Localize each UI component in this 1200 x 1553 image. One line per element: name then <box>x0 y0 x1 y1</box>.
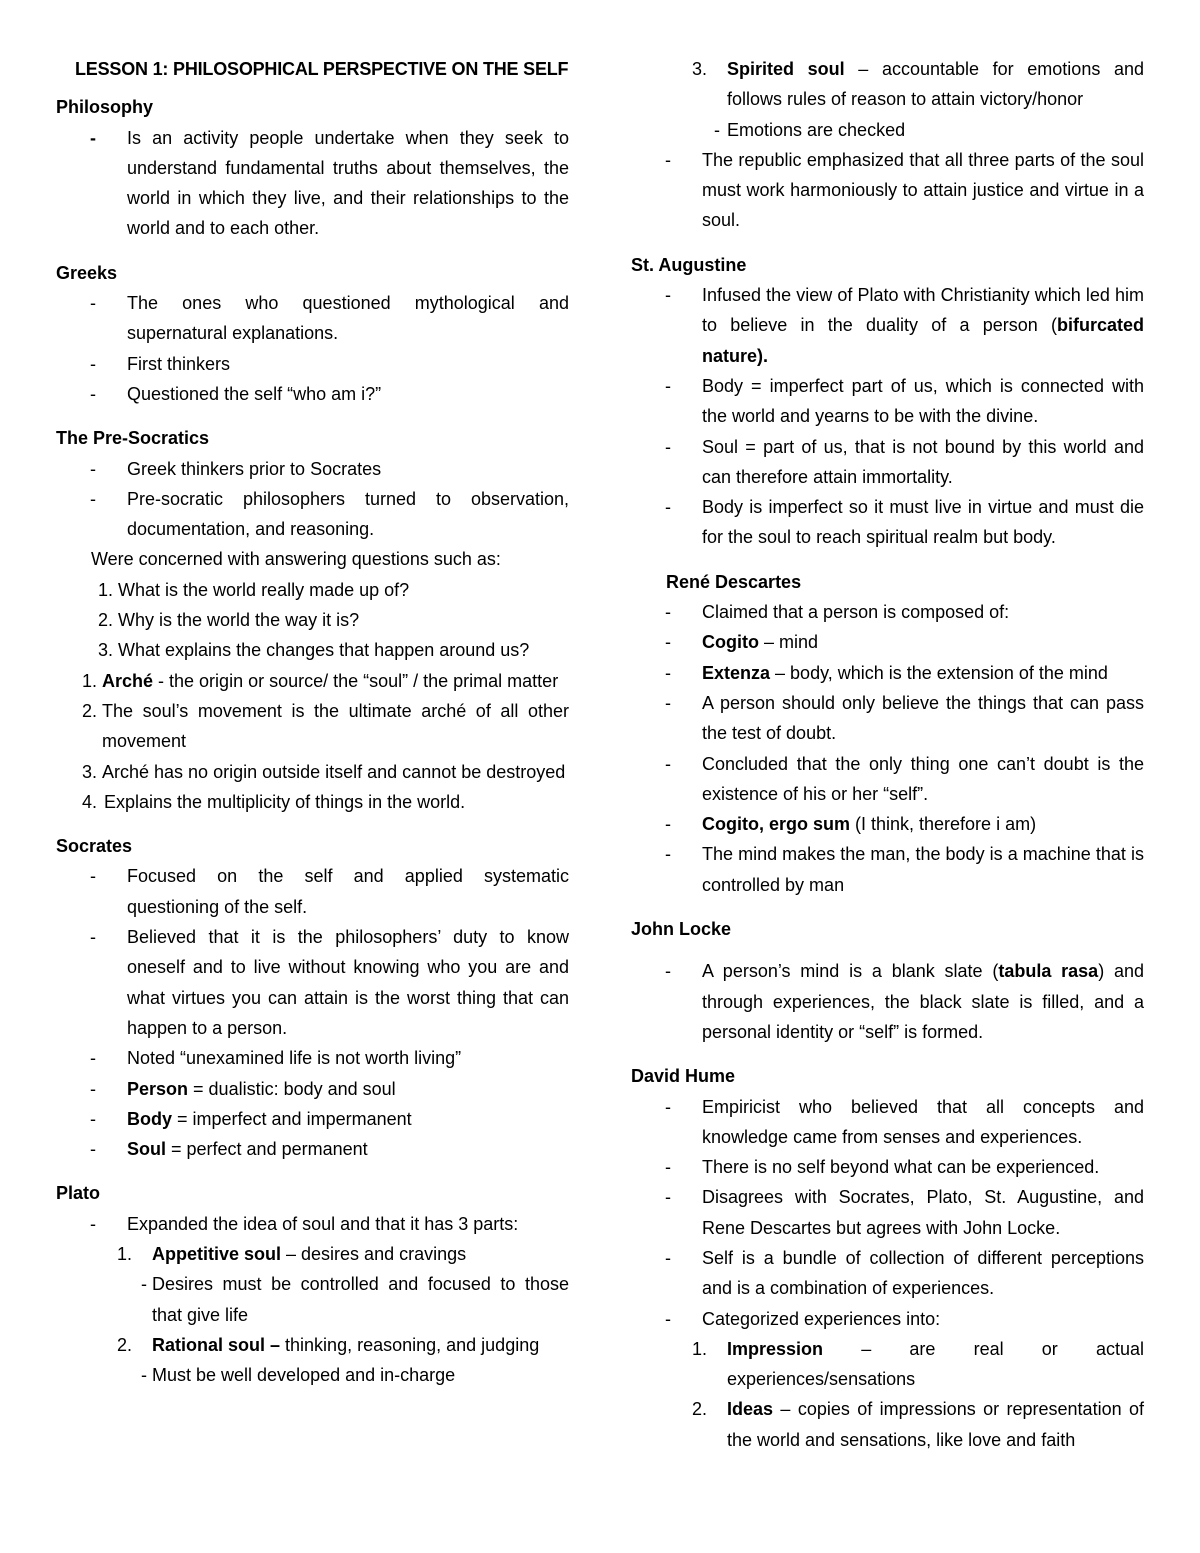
list-item: - Infused the view of Plato with Christianity which led him to believe in the duality of a person (bifurcated nature). <box>665 285 1144 366</box>
list-item: - Body = imperfect and impermanent <box>90 1108 412 1129</box>
heading-augustine: St. Augustine <box>631 254 747 275</box>
list-item: - Cogito – mind <box>665 632 819 653</box>
heading-descartes: René Descartes <box>666 571 802 592</box>
arche-item: 1. Arché - the origin or source/ the “soul” / the primal matter <box>82 670 559 691</box>
heading-hume: David Hume <box>631 1066 736 1087</box>
heading-greeks: Greeks <box>56 262 118 283</box>
list-item: - Soul = part of us, that is not bound by this world and can therefore attain immortality. <box>665 436 1144 487</box>
list-item: - Categorized experiences into: <box>665 1308 941 1329</box>
list-item: - Is an activity people undertake when they seek to understand fundamental truths about themselves, the world in which they live, and their relationships to the world and to each other. <box>90 127 569 239</box>
heading-presocratics: The Pre-Socratics <box>56 428 210 449</box>
list-item: - Self is a bundle of collection of different perceptions and is a combination of experiences. <box>665 1247 1144 1299</box>
soul-part-subitem: - Desires must be controlled and focused to those that give life <box>141 1274 569 1325</box>
experience-type-item: 1. Impression – are real or actual experiences/sensations <box>692 1338 1144 1390</box>
list-item: - Greek thinkers prior to Socrates <box>90 458 382 479</box>
list-item: - Body = imperfect part of us, which is connected with the world and yearns to be with the divine. <box>665 375 1144 427</box>
list-item: - A person’s mind is a blank slate (tabula rasa) and through experiences, the black slate is filled, and a personal identity or “self” is formed. <box>665 961 1145 1042</box>
list-item: - Soul = perfect and permanent <box>90 1139 368 1160</box>
list-item: - Questioned the self “who am i?” <box>90 383 382 404</box>
question-item: 2. Why is the world the way it is? <box>98 610 360 631</box>
list-item: - The republic emphasized that all three parts of the soul must work harmoniously to attain justice and virtue in a soul. <box>665 149 1144 231</box>
soul-part-item: 3. Spirited soul – accountable for emotions and follows rules of reason to attain victory/honor <box>692 59 1144 110</box>
list-item: - The ones who questioned mythological and supernatural explanations. <box>90 293 569 344</box>
question-item: 1. What is the world really made up of? <box>98 579 410 600</box>
list-item: - Cogito, ergo sum (I think, therefore i am) <box>665 814 1037 835</box>
right-column <box>631 54 1144 1455</box>
list-item: - Body is imperfect so it must live in virtue and must die for the soul to reach spiritual realm but body. <box>665 497 1144 548</box>
list-item: - Person = dualistic: body and soul <box>90 1078 396 1099</box>
list-item: - Extenza – body, which is the extension of the mind <box>665 662 1108 683</box>
arche-item: 4. Explains the multiplicity of things in the world. <box>82 791 466 812</box>
soul-part-item: 2. Rational soul – thinking, reasoning, and judging <box>117 1334 540 1355</box>
list-item: - Pre-socratic philosophers turned to observation, documentation, and reasoning. <box>90 488 569 540</box>
list-item: - Claimed that a person is composed of: <box>665 602 1010 623</box>
arche-item: 2. The soul’s movement is the ultimate arché of all other movement <box>82 700 569 752</box>
page-title: LESSON 1: PHILOSOPHICAL PERSPECTIVE ON THE SELF <box>75 59 569 79</box>
list-item: - Concluded that the only thing one can’t doubt is the existence of his or her “self”. <box>665 753 1144 804</box>
list-item: - Believed that it is the philosophers’ duty to know oneself and to live without knowing who you are and what virtues you can attain is the worst thing that can happen to a person. <box>90 927 569 1038</box>
soul-part-subitem: - Emotions are checked <box>714 119 906 140</box>
list-item: - A person should only believe the things that can pass the test of doubt. <box>665 692 1144 744</box>
arche-item: 3. Arché has no origin outside itself and cannot be destroyed <box>82 761 566 782</box>
list-item: - The mind makes the man, the body is a machine that is controlled by man <box>665 844 1144 895</box>
list-item: - First thinkers <box>90 353 231 374</box>
soul-part-subitem: - Must be well developed and in-charge <box>141 1365 456 1386</box>
heading-philosophy: Philosophy <box>56 97 154 118</box>
left-column <box>56 54 569 1390</box>
soul-part-item: 1. Appetitive soul – desires and cravings <box>117 1243 467 1264</box>
list-item: - Focused on the self and applied systematic questioning of the self. <box>90 866 569 917</box>
list-item: - Noted “unexamined life is not worth living” <box>90 1048 462 1069</box>
list-item: - Expanded the idea of soul and that it has 3 parts: <box>90 1213 519 1234</box>
list-item: - There is no self beyond what can be experienced. <box>665 1157 1100 1178</box>
heading-plato: Plato <box>56 1183 101 1204</box>
experience-type-item: 2. Ideas – copies of impressions or representation of the world and sensations, like love and faith <box>692 1399 1144 1450</box>
questions-intro: Were concerned with answering questions such as: <box>91 549 501 570</box>
list-item: - Disagrees with Socrates, Plato, St. Augustine, and Rene Descartes but agrees with John Locke. <box>665 1187 1144 1238</box>
question-item: 3. What explains the changes that happen around us? <box>98 640 530 661</box>
heading-locke: John Locke <box>631 919 732 940</box>
list-item: - Empiricist who believed that all concepts and knowledge came from senses and experiences. <box>665 1096 1144 1147</box>
heading-socrates: Socrates <box>56 836 133 857</box>
